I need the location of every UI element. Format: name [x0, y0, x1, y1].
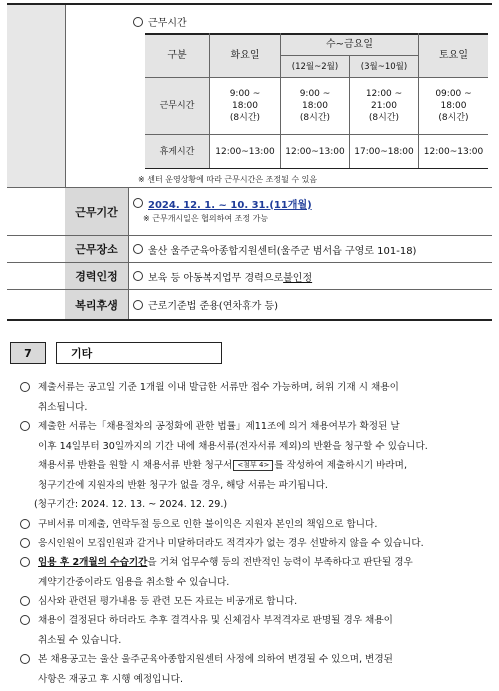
experience-text: 보육 등 아동복지업무 경력으로 — [148, 272, 284, 284]
cell-line: 12:00 ~ — [365, 89, 403, 99]
circle-bullet-icon — [20, 519, 30, 529]
list-item — [20, 378, 490, 417]
circle-bullet-icon — [20, 382, 30, 392]
experience-underlined: 불인정 — [283, 272, 313, 284]
cell-winter-break: 12:00~13:00 — [285, 146, 345, 157]
period-text: 2024. 12. 1. ~ 10. 31.(11개월) — [148, 199, 312, 211]
cell-tuesday-hours — [210, 78, 280, 134]
circle-bullet-icon — [20, 654, 30, 664]
circle-bullet-icon — [20, 557, 30, 567]
cell-line: 18:00 — [232, 101, 258, 111]
item-line: 제출서류는 공고일 기준 1개월 이내 발급한 서류만 접수 가능하며, 허위 기재 시 채용이 — [38, 382, 399, 393]
divider — [128, 187, 129, 319]
cell-line: 9:00 ~ — [299, 89, 331, 99]
work-hours-title-text: 근무시간 — [148, 18, 187, 29]
row-label-break: 휴게시간 — [145, 135, 209, 168]
period-value — [133, 195, 312, 211]
label-period: 근무기간 — [65, 188, 128, 235]
item-line: 구비서류 미제출, 연락두절 등으로 인한 불이익은 지원자 본인의 책임으로 합니다. — [38, 519, 378, 530]
list-item — [20, 534, 490, 554]
item-line: 본 채용공고는 울산 울주군육아종합지원센터 사정에 의하여 변경될 수 있으며, 변경된 — [38, 654, 393, 665]
experience-value — [133, 263, 312, 289]
item-line — [38, 456, 490, 476]
item-line: 사항은 재공고 후 시행 예정입니다. — [38, 673, 183, 685]
header-summer: (3월~10월) — [350, 56, 418, 77]
label-experience: 경력인정 — [65, 263, 128, 289]
header-tuesday: 화요일 — [210, 35, 280, 77]
info-table — [7, 3, 492, 321]
list-item — [20, 515, 490, 535]
cell-line: (8시간) — [368, 113, 400, 123]
header-category: 구분 — [145, 35, 209, 77]
row-label-work-hours: 근무시간 — [145, 78, 209, 134]
circle-bullet-icon — [20, 615, 30, 625]
cell-line: (8시간) — [438, 113, 469, 123]
cell-line: 21:00 — [371, 101, 397, 111]
item-line: 취소됩니다. — [38, 401, 88, 413]
item-line — [38, 553, 490, 573]
circle-bullet-icon — [20, 538, 30, 548]
cell-saturday-break: 12:00~13:00 — [423, 146, 484, 157]
attachment-tag: <첨부 4> — [233, 460, 273, 471]
list-item — [20, 611, 490, 650]
item-line: 청구기간에 지원자의 반환 청구가 없을 경우, 해당 서류는 파기됩니다. — [38, 479, 328, 491]
cell-line: 09:00 ~ — [435, 89, 472, 99]
cell-summer-hours — [350, 78, 418, 134]
cell-summer-break: 17:00~18:00 — [354, 146, 414, 157]
cell-tuesday-break: 12:00~13:00 — [215, 146, 275, 157]
cell-line: 18:00 — [302, 101, 328, 111]
circle-bullet-icon — [133, 17, 143, 27]
header-winter: (12월~2월) — [281, 56, 349, 77]
item-text: 을 거쳐 업무수행 등의 전반적인 능력이 부족하다고 판단될 경우 — [147, 557, 413, 568]
item-text: 를 작성하여 제출하시기 바라며, — [274, 460, 408, 471]
work-hours-title — [133, 14, 187, 29]
schedule-note: ※ 센터 운영상황에 따라 근무시간은 조정될 수 있음 — [138, 175, 318, 184]
cell-line: (8시간) — [229, 113, 261, 123]
period-note: ※ 근무개시일은 협의하여 조정 가능 — [143, 213, 269, 223]
item-line: (청구기간: 2024. 12. 13. ~ 2024. 12. 29.) — [34, 499, 228, 510]
section-title: 기타 — [56, 342, 222, 364]
header-saturday: 토요일 — [419, 35, 488, 77]
item-line: 제출한 서류는「채용절차의 공정화에 관한 법률」제11조에 의거 채용여부가 확정된 날 — [38, 421, 400, 432]
divider — [65, 5, 66, 187]
item-emphasis: 임용 후 2개월의 수습기간 — [38, 557, 148, 568]
left-shaded-column — [7, 5, 65, 187]
cell-winter-hours — [281, 78, 349, 134]
item-line: 심사와 관련된 평가내용 등 관련 모든 자료는 비공개로 합니다. — [38, 596, 298, 607]
circle-bullet-icon — [133, 300, 143, 310]
circle-bullet-icon — [133, 271, 143, 281]
circle-bullet-icon — [133, 244, 143, 254]
list-item — [20, 592, 490, 612]
cell-saturday-hours — [419, 78, 488, 134]
schedule-table — [145, 33, 488, 168]
welfare-text: 근로기준법 준용(연차휴가 등) — [148, 301, 279, 312]
header-wed-fri: 수~금요일 — [281, 35, 418, 55]
list-item — [20, 553, 490, 592]
section-number: 7 — [10, 342, 46, 364]
welfare-value — [133, 290, 278, 319]
list-item — [20, 650, 490, 689]
circle-bullet-icon — [133, 198, 143, 208]
cell-line: 9:00 ~ — [229, 89, 261, 99]
cell-line: (8시간) — [299, 113, 331, 123]
cell-line: 18:00 — [440, 101, 467, 111]
label-location: 근무장소 — [65, 236, 128, 262]
location-value — [133, 236, 416, 262]
item-line: 응시인원이 모집인원과 같거나 미달하더라도 적격자가 없는 경우 선발하지 않을 수 있습니다. — [38, 538, 424, 549]
item-line: 취소될 수 있습니다. — [38, 634, 122, 646]
item-line: 채용이 결정된다 하더라도 추후 결격사유 및 신체검사 부적격자로 판명될 경우 채용이 — [38, 615, 393, 626]
circle-bullet-icon — [20, 421, 30, 431]
item-line: 이후 14일부터 30일까지의 기간 내에 채용서류(전자서류 제외)의 반환을 청구할 수 있습니다. — [38, 440, 428, 452]
list-item — [20, 417, 490, 515]
item-text: 채용서류 반환을 원할 시 채용서류 반환 청구서 — [38, 460, 233, 471]
item-line: 계약기간중이라도 임용을 취소할 수 있습니다. — [38, 576, 230, 588]
label-welfare: 복리후생 — [65, 290, 128, 319]
circle-bullet-icon — [20, 596, 30, 606]
location-text: 울산 울주군육아종합지원센터(울주군 범서읍 구영로 101-18) — [148, 245, 417, 257]
